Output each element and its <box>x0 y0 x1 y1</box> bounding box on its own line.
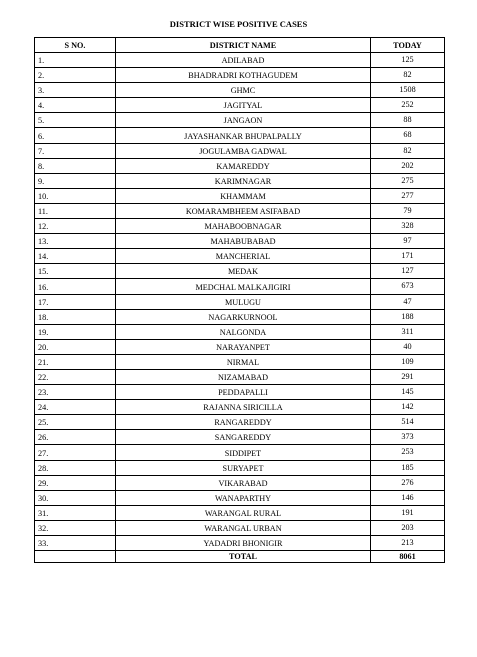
district-name-cell: NAGARKURNOOL <box>116 309 371 324</box>
district-name-cell: MULUGU <box>116 294 371 309</box>
total-row <box>35 551 445 563</box>
today-count-cell: 252 <box>371 98 445 113</box>
today-count-cell: 188 <box>371 309 445 324</box>
table-row <box>35 475 445 490</box>
table-row <box>35 219 445 234</box>
district-name-cell: NARAYANPET <box>116 339 371 354</box>
table-row <box>35 128 445 143</box>
district-name-cell: ADILABAD <box>116 53 371 68</box>
today-count-cell: 203 <box>371 520 445 535</box>
district-name-cell: SIDDIPET <box>116 445 371 460</box>
today-count-cell: 125 <box>371 53 445 68</box>
total-row-blank-cell <box>35 551 116 563</box>
district-name-cell: WANAPARTHY <box>116 490 371 505</box>
district-name-cell: KARIMNAGAR <box>116 173 371 188</box>
sno-cell: 24. <box>35 400 116 415</box>
table-row <box>35 98 445 113</box>
district-name-cell: GHMC <box>116 83 371 98</box>
district-cases-table <box>34 37 445 563</box>
district-name-cell: YADADRI BHONIGIR <box>116 536 371 551</box>
table-row <box>35 294 445 309</box>
today-count-cell: 277 <box>371 188 445 203</box>
sno-cell: 10. <box>35 188 116 203</box>
sno-cell: 19. <box>35 324 116 339</box>
today-count-cell: 213 <box>371 536 445 551</box>
district-name-cell: JAGITYAL <box>116 98 371 113</box>
table-row <box>35 143 445 158</box>
district-name-cell: RANGAREDDY <box>116 415 371 430</box>
today-count-cell: 68 <box>371 128 445 143</box>
table-row <box>35 309 445 324</box>
sno-cell: 4. <box>35 98 116 113</box>
today-count-cell: 253 <box>371 445 445 460</box>
table-row <box>35 158 445 173</box>
sno-cell: 33. <box>35 536 116 551</box>
sno-cell: 14. <box>35 249 116 264</box>
today-count-cell: 171 <box>371 249 445 264</box>
table-row <box>35 385 445 400</box>
district-name-cell: KAMAREDDY <box>116 158 371 173</box>
district-name-cell: SANGAREDDY <box>116 430 371 445</box>
table-header-row <box>35 38 445 53</box>
sno-cell: 7. <box>35 143 116 158</box>
table-row <box>35 369 445 384</box>
table-row <box>35 460 445 475</box>
table-row <box>35 520 445 535</box>
district-name-cell: RAJANNA SIRICILLA <box>116 400 371 415</box>
today-count-cell: 276 <box>371 475 445 490</box>
today-count-cell: 328 <box>371 219 445 234</box>
today-count-cell: 127 <box>371 264 445 279</box>
district-name-cell: MAHABOOBNAGAR <box>116 219 371 234</box>
today-count-cell: 146 <box>371 490 445 505</box>
district-name-cell: BHADRADRI KOTHAGUDEM <box>116 68 371 83</box>
district-name-cell: JOGULAMBA GADWAL <box>116 143 371 158</box>
total-value: 8061 <box>371 551 445 563</box>
sno-cell: 15. <box>35 264 116 279</box>
district-name-cell: VIKARABAD <box>116 475 371 490</box>
sno-cell: 28. <box>35 460 116 475</box>
sno-cell: 29. <box>35 475 116 490</box>
table-row <box>35 354 445 369</box>
table-row <box>35 505 445 520</box>
sno-cell: 6. <box>35 128 116 143</box>
today-count-cell: 311 <box>371 324 445 339</box>
district-name-cell: MAHABUBABAD <box>116 234 371 249</box>
sno-cell: 20. <box>35 339 116 354</box>
page-title: DISTRICT WISE POSITIVE CASES <box>169 19 308 29</box>
district-name-cell: NALGONDA <box>116 324 371 339</box>
today-count-cell: 79 <box>371 203 445 218</box>
sno-cell: 27. <box>35 445 116 460</box>
today-count-cell: 82 <box>371 143 445 158</box>
sno-cell: 26. <box>35 430 116 445</box>
sno-cell: 2. <box>35 68 116 83</box>
table-row <box>35 445 445 460</box>
table-row <box>35 536 445 551</box>
today-count-cell: 88 <box>371 113 445 128</box>
district-name-cell: MANCHERIAL <box>116 249 371 264</box>
table-row <box>35 173 445 188</box>
sno-cell: 21. <box>35 354 116 369</box>
sno-cell: 9. <box>35 173 116 188</box>
sno-cell: 17. <box>35 294 116 309</box>
table-row <box>35 234 445 249</box>
table-row <box>35 430 445 445</box>
sno-cell: 30. <box>35 490 116 505</box>
sno-cell: 23. <box>35 385 116 400</box>
table-row <box>35 53 445 68</box>
table-row <box>35 249 445 264</box>
table-row <box>35 490 445 505</box>
sno-cell: 25. <box>35 415 116 430</box>
table-row <box>35 339 445 354</box>
today-count-cell: 82 <box>371 68 445 83</box>
district-name-cell: JANGAON <box>116 113 371 128</box>
sno-cell: 13. <box>35 234 116 249</box>
today-count-cell: 191 <box>371 505 445 520</box>
today-count-cell: 109 <box>371 354 445 369</box>
district-name-cell: JAYASHANKAR BHUPALPALLY <box>116 128 371 143</box>
today-count-cell: 40 <box>371 339 445 354</box>
today-count-cell: 97 <box>371 234 445 249</box>
district-name-cell: NIRMAL <box>116 354 371 369</box>
today-count-cell: 142 <box>371 400 445 415</box>
sno-cell: 5. <box>35 113 116 128</box>
sno-cell: 16. <box>35 279 116 294</box>
sno-column-header: S NO. <box>35 38 116 53</box>
today-count-cell: 202 <box>371 158 445 173</box>
table-row <box>35 83 445 98</box>
district-name-cell: WARANGAL URBAN <box>116 520 371 535</box>
today-count-cell: 373 <box>371 430 445 445</box>
today-count-cell: 275 <box>371 173 445 188</box>
district-name-cell: KHAMMAM <box>116 188 371 203</box>
district-name-cell: SURYAPET <box>116 460 371 475</box>
total-label: TOTAL <box>116 551 371 563</box>
sno-cell: 18. <box>35 309 116 324</box>
district-name-cell: WARANGAL RURAL <box>116 505 371 520</box>
sno-cell: 32. <box>35 520 116 535</box>
today-count-cell: 291 <box>371 369 445 384</box>
sno-cell: 22. <box>35 369 116 384</box>
today-column-header: TODAY <box>371 38 445 53</box>
table-body <box>35 53 445 551</box>
table-row <box>35 415 445 430</box>
table-row <box>35 113 445 128</box>
sno-cell: 31. <box>35 505 116 520</box>
sno-cell: 12. <box>35 219 116 234</box>
today-count-cell: 514 <box>371 415 445 430</box>
table-row <box>35 324 445 339</box>
table-row <box>35 68 445 83</box>
sno-cell: 11. <box>35 203 116 218</box>
today-count-cell: 185 <box>371 460 445 475</box>
today-count-cell: 1508 <box>371 83 445 98</box>
district-name-cell: KOMARAMBHEEM ASIFABAD <box>116 203 371 218</box>
district-name-cell: NIZAMABAD <box>116 369 371 384</box>
sno-cell: 1. <box>35 53 116 68</box>
table-row <box>35 400 445 415</box>
table-row <box>35 264 445 279</box>
district-name-column-header: DISTRICT NAME <box>116 38 371 53</box>
today-count-cell: 673 <box>371 279 445 294</box>
table-row <box>35 188 445 203</box>
district-name-cell: PEDDAPALLI <box>116 385 371 400</box>
sno-cell: 8. <box>35 158 116 173</box>
today-count-cell: 145 <box>371 385 445 400</box>
table-row <box>35 279 445 294</box>
today-count-cell: 47 <box>371 294 445 309</box>
district-name-cell: MEDCHAL MALKAJIGIRI <box>116 279 371 294</box>
sno-cell: 3. <box>35 83 116 98</box>
district-name-cell: MEDAK <box>116 264 371 279</box>
table-row <box>35 203 445 218</box>
